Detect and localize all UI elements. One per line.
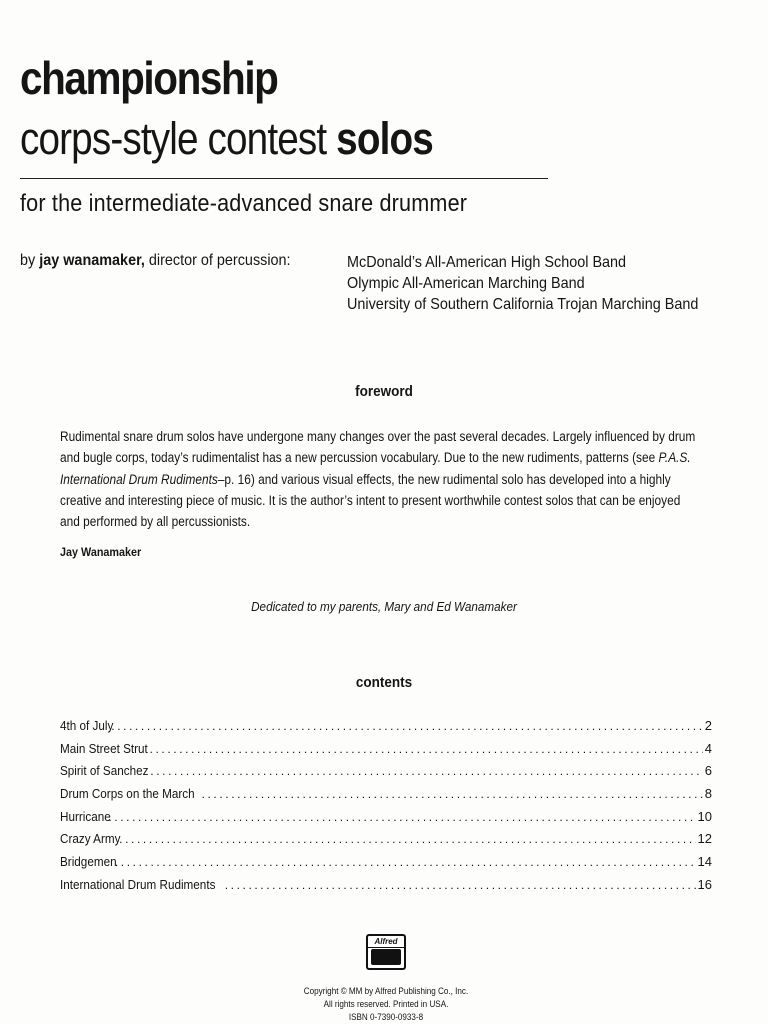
toc-leader-dots — [111, 719, 703, 733]
toc-entry — [60, 718, 712, 741]
toc-page-number: 14 — [697, 854, 712, 870]
logo-emblem — [371, 949, 401, 965]
isbn: ISBN 0-7390-0933-8 — [348, 1012, 424, 1022]
foreword-line: Rudimental snare drum solos have undergone many changes over the past several decades. Largely influenced by drum — [60, 429, 696, 444]
toc-page-number: 12 — [697, 831, 712, 847]
contents-heading: contents — [355, 674, 413, 691]
foreword-line: creative and interesting piece of music. It is the author’s intent to present worthwhile contest solos that can be enjoyed — [60, 492, 681, 508]
toc-entry — [60, 786, 712, 809]
affiliation-item: McDonald’s All-American High School Band — [347, 254, 627, 271]
toc-entry — [60, 809, 712, 832]
affiliation-item: Olympic All-American Marching Band — [347, 275, 585, 292]
toc-page-number: 4 — [704, 740, 712, 756]
toc-leader-dots — [150, 742, 703, 756]
toc-leader-dots — [115, 855, 696, 869]
toc-entry — [60, 741, 712, 764]
toc-leader-dots — [202, 787, 703, 801]
title-line-2 — [20, 112, 433, 166]
toc-entry — [60, 854, 712, 877]
toc-title: Drum Corps on the March — [60, 786, 195, 802]
toc-page-number: 2 — [704, 718, 712, 733]
copyright-block — [39, 985, 734, 1024]
toc-page-number: 10 — [697, 808, 712, 824]
toc-entry — [60, 763, 712, 786]
foreword-signature: Jay Wanamaker — [60, 545, 142, 559]
rights-notice: All rights reserved. Printed in USA. — [323, 999, 449, 1009]
affiliation-item: University of Southern California Trojan Marching Band — [347, 296, 699, 313]
toc-leader-dots — [108, 810, 695, 824]
foreword-citation: International Drum Rudiments — [60, 471, 218, 487]
foreword-citation: P.A.S. — [658, 450, 691, 466]
copyright-notice: Copyright © MM by Alfred Publishing Co., Inc. — [303, 986, 469, 996]
toc-leader-dots — [150, 764, 702, 778]
subtitle: for the intermediate-advanced snare drummer — [20, 190, 468, 217]
toc-title: Main Street Strut — [60, 740, 148, 756]
toc-title: Bridgemen — [60, 854, 117, 870]
toc-title: Hurricane — [60, 808, 111, 824]
toc-page-number: 8 — [704, 786, 712, 802]
logo-wordmark: Alfred — [368, 936, 404, 948]
toc-title: International Drum Rudiments — [60, 876, 216, 892]
title-line-2-bold: solos — [336, 113, 433, 164]
author-role: director of percussion: — [144, 252, 291, 269]
affiliations-list — [347, 252, 698, 315]
title-divider — [20, 178, 548, 179]
toc-title: Crazy Army — [60, 831, 121, 847]
foreword-body — [60, 426, 711, 532]
toc-leader-dots — [119, 832, 695, 846]
foreword-text: and bugle corps, today’s rudimentalist has a new percussion vocabulary. Due to the new rudiments, patterns (see — [60, 450, 659, 466]
title-line-2-normal: corps-style contest — [20, 113, 337, 164]
table-of-contents — [60, 718, 712, 900]
alfred-publisher-logo — [366, 934, 406, 970]
dedication: Dedicated to my parents, Mary and Ed Wanamaker — [251, 599, 517, 614]
foreword-line: and performed by all percussionists. — [60, 514, 251, 530]
title-line-1: championship — [20, 52, 278, 104]
toc-page-number: 6 — [704, 763, 712, 779]
toc-entry — [60, 831, 712, 854]
author-credit — [20, 250, 291, 272]
author-name: jay wanamaker, — [39, 252, 145, 269]
foreword-heading: foreword — [355, 383, 413, 400]
toc-title: 4th of July — [60, 718, 114, 733]
toc-leader-dots — [225, 878, 696, 892]
toc-title: Spirit of Sanchez — [60, 763, 149, 779]
toc-page-number: 16 — [697, 876, 712, 892]
foreword-line — [60, 447, 711, 468]
credit-by: by — [20, 252, 40, 269]
foreword-line — [60, 469, 711, 490]
foreword-text: –p. 16) and various visual effects, the new rudimental solo has developed into a highly — [217, 471, 671, 487]
toc-entry — [60, 877, 712, 900]
